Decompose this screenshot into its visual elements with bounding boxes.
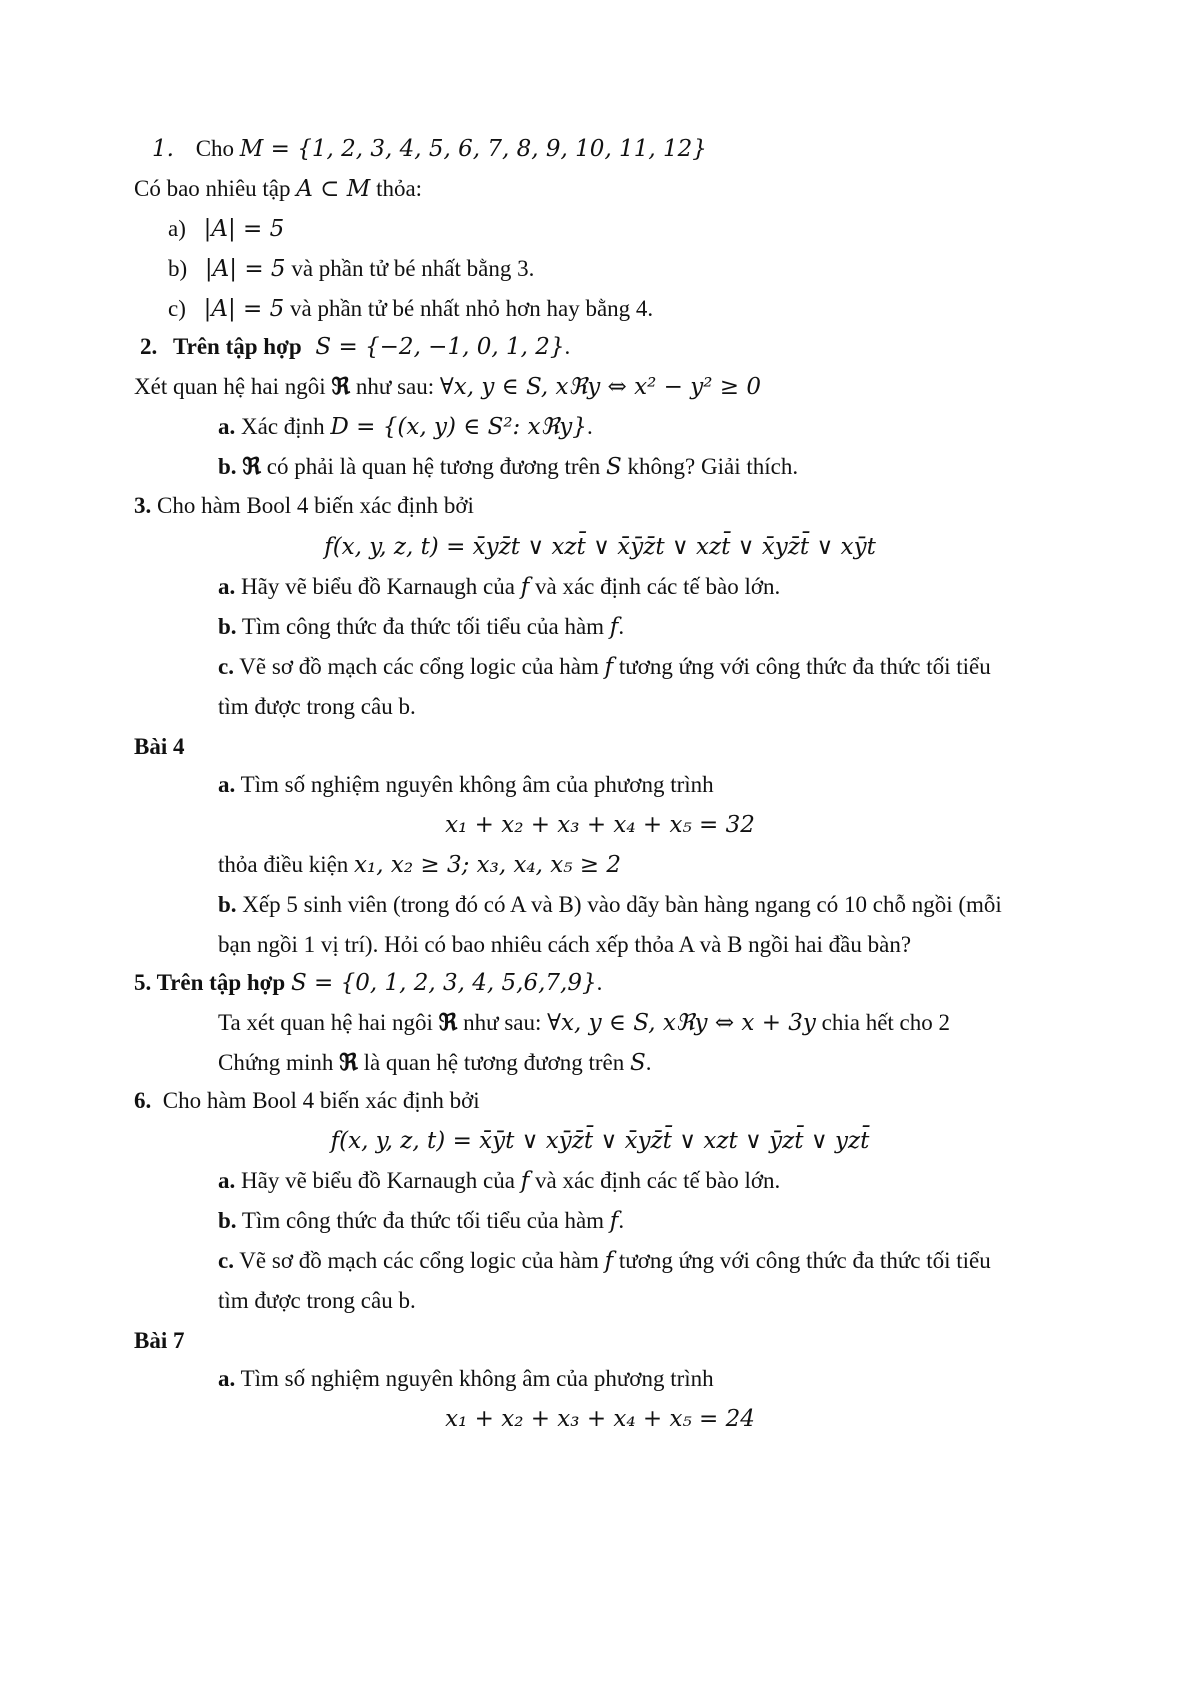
problem-6-item-b <box>218 1206 624 1236</box>
problem-5-heading <box>134 968 602 998</box>
problem-5-relation <box>218 1008 950 1038</box>
condition-text: thỏa điều kiện <box>218 852 355 877</box>
problem-1-question-text: Có bao nhiêu tập <box>134 176 297 201</box>
problem-6-formula <box>0 1126 1200 1156</box>
problem-5-proof <box>218 1048 652 1078</box>
problem-3-item-c-cont <box>218 692 416 722</box>
item-end: . <box>618 614 625 639</box>
problem-5-set-S: S = {0, 1, 2, 3, 4, 5,6,7,9} <box>290 970 597 996</box>
relation-math: ∀x, y ∈ S, xℜy ⇔ x + 3y <box>547 1010 816 1036</box>
item-math: |A| = 5 <box>203 216 285 242</box>
proof-end: . <box>645 1050 652 1075</box>
item-text: Tìm số nghiệm nguyên không âm của phương trình <box>235 1366 714 1391</box>
problem-4-item-a <box>218 770 714 800</box>
item-label: a. <box>218 1366 236 1391</box>
problem-7-equation <box>0 1404 1200 1434</box>
item-label: b. <box>218 1208 237 1233</box>
item-text-2: và xác định các tế bào lớn. <box>529 1168 781 1193</box>
problem-1-set-M: M = {1, 2, 3, 4, 5, 6, 7, 8, 9, 10, 11, 12} <box>239 136 707 162</box>
relation-mid: như sau: <box>457 1010 548 1035</box>
item-math: |A| = 5 <box>203 296 285 322</box>
proof-math: S <box>630 1050 646 1076</box>
problem-4-heading <box>134 732 184 762</box>
item-end: . <box>586 414 593 439</box>
problem-6-item-c <box>218 1246 991 1276</box>
item-text: và phần tử bé nhất bằng 3. <box>285 256 535 281</box>
problem-1-question-end: thỏa: <box>370 176 423 201</box>
item-text: Xác định <box>235 414 331 439</box>
relation-math: ∀x, y ∈ S, xℜy ⇔ x² − y² ≥ 0 <box>439 374 761 400</box>
item-label: b. <box>218 454 237 479</box>
problem-6-heading <box>134 1086 480 1116</box>
problem-2-number: 2. <box>140 334 158 359</box>
problem-2-item-a <box>218 412 593 442</box>
item-text-3: tìm được trong câu b. <box>218 1288 416 1313</box>
item-math: f <box>520 574 530 600</box>
item-text-2: không? Giải thích. <box>621 454 799 479</box>
problem-2-title: Trên tập hợp <box>173 334 302 359</box>
item-math: |A| = 5 <box>204 256 286 282</box>
problem-1-heading <box>152 134 707 164</box>
item-label: a) <box>168 216 186 241</box>
problem-3-item-b <box>218 612 624 642</box>
problem-6-item-c-cont <box>218 1286 416 1316</box>
problem-2-title-end: . <box>564 334 571 359</box>
item-text: Vẽ sơ đồ mạch các cổng logic của hàm <box>233 1248 605 1273</box>
item-text: Xếp 5 sinh viên (trong đó có A và B) vào dãy bàn hàng ngang có 10 chỗ ngồi (mỗi <box>236 892 1002 917</box>
relation-mid: như sau: <box>350 374 440 399</box>
item-text-2: bạn ngồi 1 vị trí). Hỏi có bao nhiêu cách xếp thỏa A và B ngồi hai đầu bàn? <box>218 932 912 957</box>
problem-5-number: 5. <box>134 970 152 995</box>
problem-3-item-a <box>218 572 780 602</box>
problem-1-title: Cho <box>195 136 240 161</box>
relation-symbol: ℜ <box>438 1010 458 1035</box>
problem-6-item-a <box>218 1166 780 1196</box>
boolean-formula: f(x, y, z, t) = x̄ȳt ∨ xȳz̄t̄ ∨ x̄yz̄t̄ ∨ xzt ∨ ȳzt̄ ∨ yzt̄ <box>330 1128 870 1154</box>
problem-3-title: Cho hàm Bool 4 biến xác định bởi <box>151 493 474 518</box>
problem-1-item-b <box>168 254 534 284</box>
problem-1-item-c <box>168 294 653 324</box>
problem-1-number: 1. <box>152 136 174 162</box>
problem-1-question-math: A ⊂ M <box>296 176 371 202</box>
item-label: a. <box>218 414 236 439</box>
relation-text: Xét quan hệ hai ngôi <box>134 374 332 399</box>
problem-4-condition <box>218 850 621 880</box>
item-text: và phần tử bé nhất nhỏ hơn hay bằng 4. <box>284 296 654 321</box>
item-label: b. <box>218 614 237 639</box>
item-text: Vẽ sơ đồ mạch các cổng logic của hàm <box>233 654 605 679</box>
item-math: f <box>520 1168 530 1194</box>
problem-7-heading <box>134 1326 184 1356</box>
problem-2-set-S: S = {−2, −1, 0, 1, 2} <box>315 334 565 360</box>
item-end: . <box>618 1208 625 1233</box>
item-text: Tìm số nghiệm nguyên không âm của phương trình <box>235 772 714 797</box>
item-label: b) <box>168 256 188 281</box>
item-text: có phải là quan hệ tương đương trên <box>261 454 607 479</box>
item-text: Tìm công thức đa thức tối tiểu của hàm <box>236 614 610 639</box>
problem-2-item-b <box>218 452 798 482</box>
relation-end: chia hết cho 2 <box>815 1010 951 1035</box>
problem-3-number: 3. <box>134 493 152 518</box>
item-label: c. <box>218 1248 234 1273</box>
relation-symbol: ℜ <box>331 374 351 399</box>
item-math: D = {(x, y) ∈ S²: xℜy} <box>330 414 587 440</box>
item-math: f <box>609 614 619 640</box>
problem-1-question <box>134 174 422 204</box>
item-text-2: tương ứng với công thức đa thức tối tiểu <box>613 654 991 679</box>
item-label: c. <box>218 654 234 679</box>
item-math: S <box>606 454 622 480</box>
relation-symbol: ℜ <box>242 454 262 479</box>
equation: x₁ + x₂ + x₃ + x₄ + x₅ = 24 <box>445 1406 755 1432</box>
item-text-3: tìm được trong câu b. <box>218 694 416 719</box>
problem-2-heading <box>140 332 570 362</box>
item-text-2: và xác định các tế bào lớn. <box>529 574 781 599</box>
problem-4-item-b <box>218 890 1002 920</box>
problem-4-title: Bài 4 <box>134 734 185 759</box>
problem-4-equation <box>0 810 1200 840</box>
boolean-formula: f(x, y, z, t) = x̄yz̄t ∨ xzt̄ ∨ x̄ȳz̄t ∨ xzt̄ ∨ x̄yz̄t̄ ∨ xȳt <box>324 534 876 560</box>
proof-text: Chứng minh <box>218 1050 340 1075</box>
item-text: Hãy vẽ biểu đồ Karnaugh của <box>235 1168 521 1193</box>
problem-3-formula <box>0 532 1200 562</box>
item-label: b. <box>218 892 237 917</box>
item-text: Tìm công thức đa thức tối tiểu của hàm <box>236 1208 610 1233</box>
problem-3-heading <box>134 491 474 521</box>
problem-5-title: Trên tập hợp <box>151 970 291 995</box>
relation-symbol: ℜ <box>339 1050 358 1075</box>
item-math: f <box>604 1248 614 1274</box>
item-math: f <box>604 654 614 680</box>
problem-4-item-b-cont <box>218 930 911 960</box>
proof-mid: là quan hệ tương đương trên <box>357 1050 630 1075</box>
item-math: f <box>609 1208 619 1234</box>
item-text: Hãy vẽ biểu đồ Karnaugh của <box>235 574 521 599</box>
item-label: c) <box>168 296 186 321</box>
problem-6-title: Cho hàm Bool 4 biến xác định bởi <box>151 1088 480 1113</box>
item-label: a. <box>218 1168 236 1193</box>
condition-math: x₁, x₂ ≥ 3; x₃, x₄, x₅ ≥ 2 <box>354 852 621 878</box>
problem-2-relation <box>134 372 761 402</box>
item-label: a. <box>218 772 236 797</box>
relation-text: Ta xét quan hệ hai ngôi <box>218 1010 439 1035</box>
problem-7-title: Bài 7 <box>134 1328 185 1353</box>
equation: x₁ + x₂ + x₃ + x₄ + x₅ = 32 <box>445 812 755 838</box>
problem-3-item-c <box>218 652 991 682</box>
item-text-2: tương ứng với công thức đa thức tối tiểu <box>613 1248 991 1273</box>
problem-6-number: 6. <box>134 1088 152 1113</box>
item-label: a. <box>218 574 236 599</box>
problem-5-title-end: . <box>596 970 603 995</box>
problem-7-item-a <box>218 1364 714 1394</box>
problem-1-item-a <box>168 214 284 244</box>
